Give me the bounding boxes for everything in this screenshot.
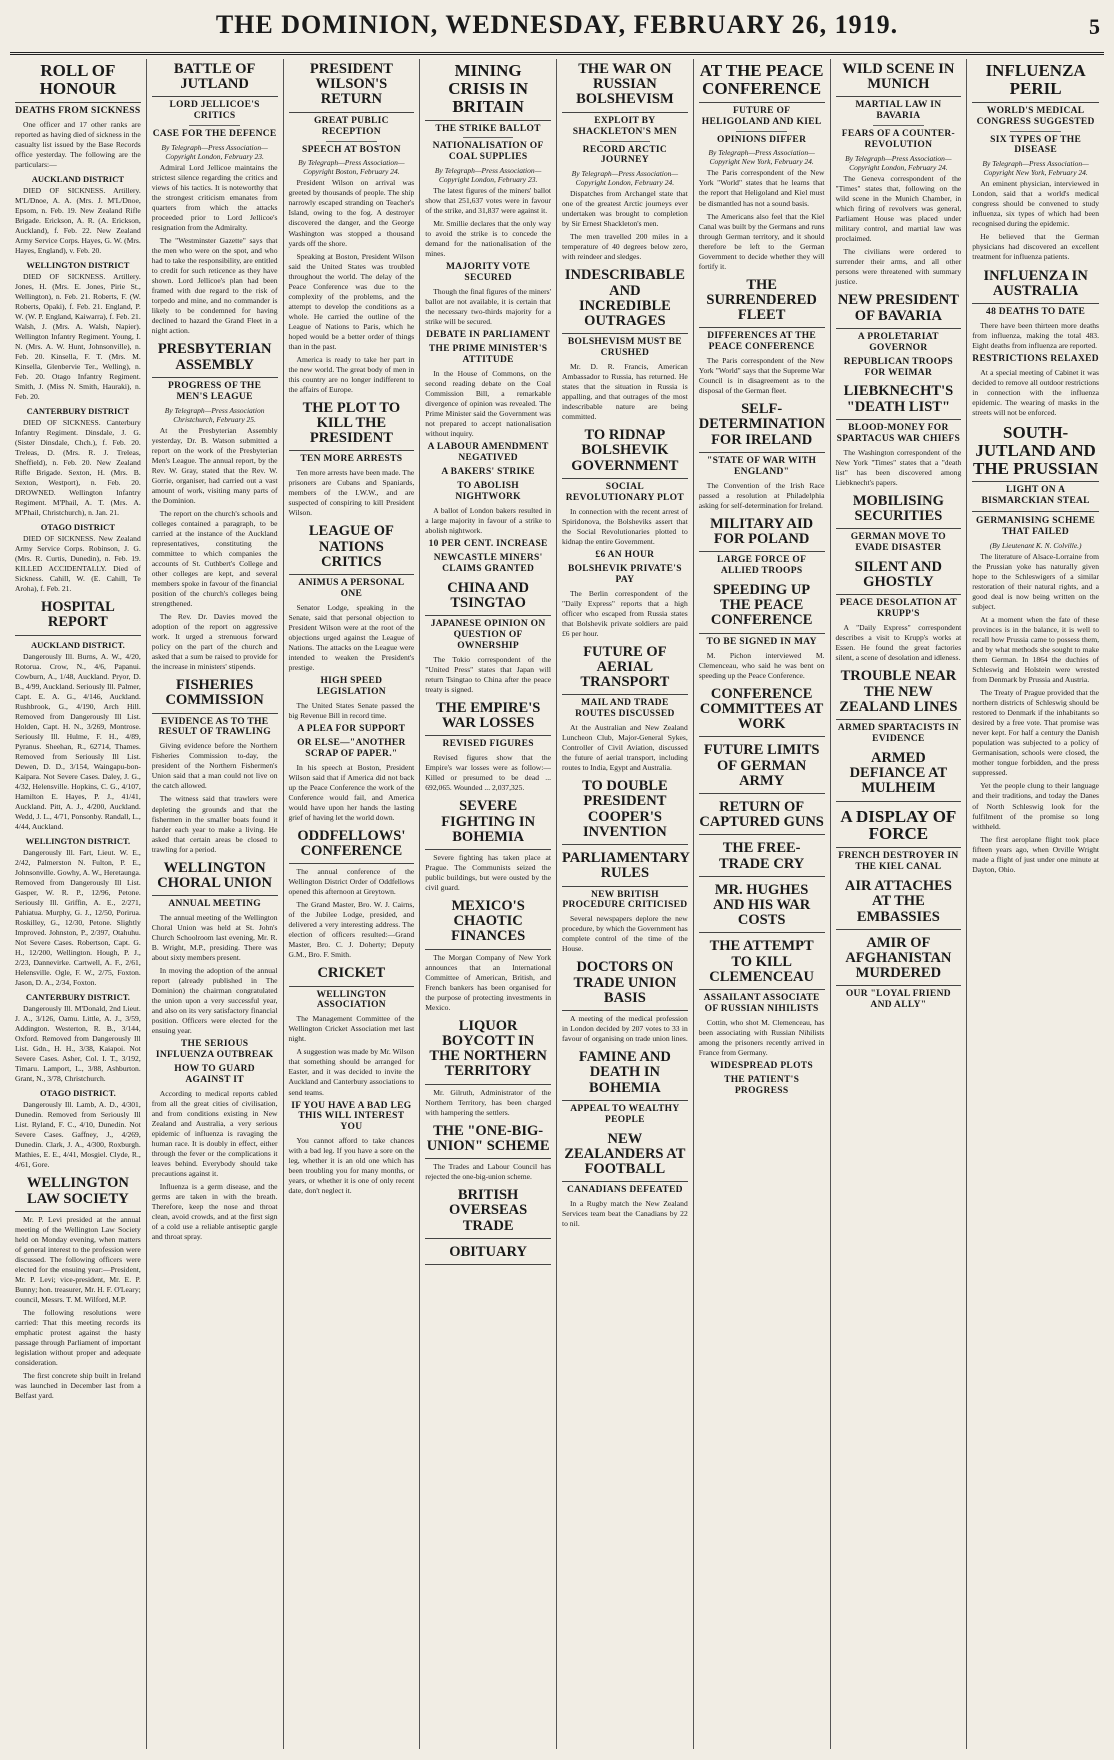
column-8 xyxy=(967,59,1104,1749)
filler-text: Senator Lodge, speaking in the Senate, said that personal objection to President Wilson were at the root of the objections urged against the League of Nations. The attacks on the League were intended to weaken the President's prestige. xyxy=(288,602,415,672)
headline-bohemia-fighting: SEVERE FIGHTING IN BOHEMIA xyxy=(425,796,551,850)
headline-mulheim: ARMED DEFIANCE AT MULHEIM xyxy=(836,748,962,802)
column-7 xyxy=(831,59,968,1749)
headline-cricket: CRICKET xyxy=(289,963,415,986)
filler-text: The United States Senate passed the big Revenue Bill in record time. xyxy=(288,700,415,720)
headline-amir-murdered: AMIR OF AFGHANISTAN MURDERED xyxy=(836,933,962,987)
section-heading: OTAGO DISTRICT. xyxy=(40,1088,116,1099)
deck: RECORD ARCTIC JOURNEY xyxy=(582,144,668,166)
headline-munich: WILD SCENE IN MUNICH xyxy=(836,59,962,97)
article-body xyxy=(15,120,141,170)
filler-text: In the House of Commons, on the second reading debate on the Coal Commission Bill, a remarkable divergence of opinion was revealed. The Prime Minister said the Government was not prepared to accept nationalisation without inquiry. xyxy=(425,369,551,439)
deck: GREAT PUBLIC RECEPTION xyxy=(313,115,389,137)
headline-captured-guns: RETURN OF CAPTURED GUNS xyxy=(699,797,825,835)
headline-aerial-transport: FUTURE OF AERIAL TRANSPORT xyxy=(562,642,688,696)
headline-war-losses: THE EMPIRE'S WAR LOSSES xyxy=(425,698,551,736)
deck: JAPANESE OPINION ON QUESTION OF OWNERSHIP xyxy=(430,619,546,651)
deck: WELLINGTON ASSOCIATION xyxy=(316,989,387,1011)
deck: BLOOD-MONEY FOR SPARTACUS WAR CHIEFS xyxy=(836,422,961,444)
headline-parliamentary-rules: PARLIAMENTARY RULES xyxy=(562,848,688,886)
filler-text: Dangerously Ill. Fart, Lieut. W. E., 2/42, Palmerston N. Fulton, P. E., Johnsonville. Gowhy, A. W., Heretaunga. Removed from Dangerously Ill List. Gasper, W. R. P., 12/96, Petone. Seriously Ill. Griffin, A. E., 2/271, Pahiatua. Murphy, G. J., 12/50, Porirua. Roskilley, G., 12/30, Petone. Slightly Improved. Johnston, P., 2/397, Otahuhu. Not Severe Cases. Robertson, Capt. G. H., 12/200, Wellington. Hough, P. J., 2/23, Dannevirke. Cartwell, A. F., 2/61, Helensville. Ogle, F. W., 2/75, Foxton. Jason, D. A., 2/34, Foxton. xyxy=(15,847,141,988)
filler-text: A suggestion was made by Mr. Wilson that something should be arranged for Easter, and it was decided to invite the Auckland and Canterbury associations to send teams. xyxy=(288,1047,415,1097)
deck: FRENCH DESTROYER IN THE KIEL CANAL xyxy=(838,851,959,873)
deck: MAIL AND TRADE ROUTES DISCUSSED xyxy=(575,698,675,720)
headline-peace-conference: AT THE PEACE CONFERENCE xyxy=(699,59,825,103)
column-5 xyxy=(557,59,694,1749)
headline-russian-bolshevism: THE WAR ON RUSSIAN BOLSHEVISM xyxy=(562,59,688,113)
deck: A PROLETARIAT GOVERNOR xyxy=(857,331,939,353)
filler-text: Mr. Smillie declares that the only way to avoid the strike is to concede the demand for the nationalisation of the mines. xyxy=(425,219,551,259)
filler-text: At a special meeting of Cabinet it was decided to remove all outdoor restrictions in connection with the influenza epidemic. The wearing of masks in the streets will not be enforced. xyxy=(972,367,1099,417)
deck: ASSAILANT ASSOCIATE OF RUSSIAN NIHILISTS xyxy=(703,993,820,1015)
headline-german-army: FUTURE LIMITS OF GERMAN ARMY xyxy=(699,740,825,794)
filler-text: A meeting of the medical profession in London decided by 207 votes to 33 in favour of organising on trade union lines. xyxy=(562,1014,688,1044)
filler-text: Mr. D. R. Francis, American Ambassador to Russia, has returned. He states that the situation in Russia is appalling, and that outrages of the most indescribable nature are being committed. xyxy=(562,362,688,422)
filler-text: The "Westminster Gazette" says that the men who were on the spot, and who had to take the responsibility, are entitled to credit for such reticence as they have shown. Lord Jellicoe's plan had been framed with due regard to the risk of torpedo and mine, and no commander is likely to be condemned for having declined to hazard the Grand Fleet in a night action. xyxy=(151,236,278,336)
headline-roll-of-honour: ROLL OF HONOUR xyxy=(15,59,141,103)
filler-text: The men travelled 200 miles in a temperature of 40 degrees below zero, with reindeer and sledges. xyxy=(562,232,688,262)
filler-text: In connection with the recent arrest of Spiridonova, the Bolsheviks assert that the Social Revolutionaries plotted to kidnap the entire Government. xyxy=(562,506,688,546)
headline-famine-bohemia: FAMINE AND DEATH IN BOHEMIA xyxy=(562,1047,688,1101)
paragraph: One officer and 17 other ranks are reported as having died of sickness in the casualty list issued by the Base Records office yesterday. The following are the particulars:— xyxy=(15,119,141,169)
filler-text: M. Pichon interviewed M. Clemenceau, who said he was bent on speeding up the Peace Conference. xyxy=(698,650,825,680)
headline-china-tsingtao: CHINA AND TSINGTAO xyxy=(425,578,551,616)
column-1 xyxy=(10,59,147,1749)
deck: WORLD'S MEDICAL CONGRESS SUGGESTED xyxy=(976,105,1095,127)
headline-committees: CONFERENCE COMMITTEES AT WORK xyxy=(699,684,825,738)
filler-text: You cannot afford to take chances with a bad leg. If you have a sore on the leg, whether it is an old one which has been troubling you for many months, or years, or whether it is one of only recent date, don't neglect it. xyxy=(288,1136,415,1196)
headline-speeding-up: SPEEDING UP THE PEACE CONFERENCE xyxy=(699,580,825,634)
headline-outrages: INDESCRIBABLE AND INCREDIBLE OUTRAGES xyxy=(562,265,688,334)
paragraph: Admiral Lord Jellicoe maintains the strictest silence regarding the critics and views of his tactics. It is noteworthy that the strongest criticism emanates from quarters from which the attacks proceeded prior to Lord Jellicoe's resignation from the Admiralty. xyxy=(151,163,278,233)
deck: BOLSHEVIK PRIVATE'S PAY xyxy=(567,563,682,585)
deck: REVISED FIGURES xyxy=(442,739,534,750)
filler-text: Dangerously Ill. M'Donald, 2nd Lieut. J. A., 3/126, Oamu. Little, A. J., 3/59, Addington. Westerton, R. B., 3/144, Oxford. Removed from Dangerously Ill List. Gdn., H. H., 3/38, Kaiapoi. Not Severe Cases. Asher, Col. I. T., 3/192, Timaru. Lamport, L., 3/88, Ashburton. Grant, N., 3/78, Christchurch. xyxy=(15,1004,141,1084)
section-heading: OTAGO DISTRICT xyxy=(40,522,115,533)
dateline: By Telegraph—Press Association—Copyright London, February 23. xyxy=(161,143,268,162)
headline-presbyterian: PRESBYTERIAN ASSEMBLY xyxy=(152,339,278,377)
paragraph: Giving evidence before the Northern Fisheries Commission to-day, the president of the Northern Fishermen's Union said that a man could not live on the catch allowed. xyxy=(151,741,278,791)
dateline: By Telegraph—Press Association—Copyright New York, February 24. xyxy=(708,148,815,167)
paragraph: At the Presbyterian Assembly yesterday, Dr. B. Watson submitted a report on the work of the Presbyterian Men's League. The annual report, by the Rev. W. Gray, stated that the Rev. W. Gorrie, organiser, had carried out a vast amount of work, visiting many parts of the Dominion. xyxy=(151,425,278,505)
filler-text: Dangerously Ill. Lamb, A. D., 4/301, Dunedin. Removed from Seriously Ill List. Ryland, F. C., 4/10, Dunedin. Not Severe Cases. Gaffney, J., 4/269, Dunedin. Clark, J. A., 4/300, Roxburgh. Mathies, E. E., 4/41, Mosgiel. Clyde, R., 4/61, Gore. xyxy=(15,1100,141,1170)
deck: DEATHS FROM SICKNESS xyxy=(15,105,141,116)
headline-liquor-boycott: LIQUOR BOYCOTT IN THE NORTHERN TERRITORY xyxy=(425,1016,551,1085)
deck: DEBATE IN PARLIAMENT xyxy=(426,330,551,341)
headline-oddfellows: ODDFELLOWS' CONFERENCE xyxy=(289,826,415,864)
dateline: (By Lieutenant K. N. Colville.) xyxy=(989,541,1082,551)
section-heading: WELLINGTON DISTRICT xyxy=(26,259,130,270)
headline-hospital-report: HOSPITAL REPORT xyxy=(15,597,141,635)
filler-text: America is ready to take her part in the new world. The great body of men in this country are no longer indifferent to the affairs of Europe. xyxy=(288,354,415,394)
filler-text: The Treaty of Prague provided that the northern districts of Schleswig should be restored to Denmark if the inhabitants so desired by a free vote. That promise was never kept. For half a century the Danish population was subjected to a policy of Germanisation, schools were closed, the mother tongue forbidden, and the press suppressed. xyxy=(972,688,1099,778)
section-heading: AUCKLAND DISTRICT xyxy=(31,173,125,184)
filler-text: The Rev. Dr. Davies moved the adoption of the report on aggressive work. It urged a strenuous forward policy on the part of the church and asked that a sum be raised to provide for the increase in ministers' stipends. xyxy=(151,612,278,672)
deck: HOW TO GUARD AGAINST IT xyxy=(174,1063,255,1085)
deck: THE PRIME MINISTER'S ATTITUDE xyxy=(428,344,548,366)
page-number: 5 xyxy=(1089,14,1100,39)
headline-display-of-force: A DISPLAY OF FORCE xyxy=(836,805,962,849)
paragraph: Mr. P. Levi presided at the annual meeting of the Wellington Law Society held on Monday evening, when matters of general interest to the profession were discussed. The following officers were elected for the ensuing year:—President, Mr. P. Levi; vice-president, Mr. E. P. Bunny; hon. treasurer, Mr. H. F. O'Leary; council, Messrs. T. M. Wilford, M.P. xyxy=(15,1214,141,1304)
deck: NEWCASTLE MINERS' CLAIMS GRANTED xyxy=(433,552,543,574)
section-heading: CANTERBURY DISTRICT. xyxy=(25,992,130,1003)
headline-doctors-union: DOCTORS ON TRADE UNION BASIS xyxy=(562,957,688,1011)
filler-text: The Morgan Company of New York announces that an International Committee of American, British, and French bankers has been organised for the purpose of protecting investments in Mexico. xyxy=(425,952,551,1012)
deck: TO BE SIGNED IN MAY xyxy=(706,636,817,647)
article-body xyxy=(15,1215,141,1401)
headline-league-critics: LEAGUE OF NATIONS CRITICS xyxy=(289,521,415,575)
deck: A PLEA FOR SUPPORT xyxy=(297,723,406,734)
filler-text: The Grand Master, Bro. W. J. Cairns, of the Jubilee Lodge, presided, and delivered a very interesting address. The election of officers resulted:—Grand Master, Bro. C. J. Doherty; Deputy G.M., Bro. F. Smith. xyxy=(288,900,415,960)
section-heading: WELLINGTON DISTRICT. xyxy=(25,835,131,846)
deck: FEARS OF A COUNTER-REVOLUTION xyxy=(841,129,956,151)
filler-text: The Convention of the Irish Race passed a resolution at Philadelphia asking for self-determination for Ireland. xyxy=(698,480,825,510)
paragraph: Dispatches from Archangel state that one of the greatest Arctic journeys ever undertaken was brought to completion by Sir Ernest Shackleton's men. xyxy=(562,189,688,229)
deck: BOLSHEVISM MUST BE CRUSHED xyxy=(567,337,682,359)
deck: OPINIONS DIFFER xyxy=(717,134,807,145)
dateline: By Telegraph—Press Association Christchurch, February 25. xyxy=(164,405,265,424)
paragraph: Ten more arrests have been made. The prisoners are Cubans and Spaniards, members of the I.W.W., and are suspected of conspiring to kill President Wilson. xyxy=(288,468,415,518)
deck: EXPLOIT BY SHACKLETON'S MEN xyxy=(572,115,677,137)
filler-text: The Trades and Labour Council has rejected the one-big-union scheme. xyxy=(425,1162,551,1182)
deck: 48 DEATHS TO DATE xyxy=(986,306,1086,317)
deck: THE STRIKE BALLOT xyxy=(435,123,541,134)
deck: £6 AN HOUR xyxy=(595,549,655,560)
filler-text: The witness said that trawlers were depleting the grounds and that the fishermen in the smaller boats found it harder each year to make a living. He asked that certain areas be closed to trawling for a period. xyxy=(151,794,278,854)
filler-text: DIED OF SICKNESS. Canterbury Infantry Regiment. Dinsdale, J. G. (Sister Dinsdale, Chch.), f. Feb. 20. Treleas, D. (Mrs. R. J. Treleas, Sheffield), n. Feb. 20. New Zealand Rifle Brigade. Sexton, H. (Mrs. B. Sexton, Westport), n. Feb. 20. DROWNED. Wellington Infantry Regiment. M'Phail, A. T. (Mrs. A. M'Phail, Christchurch), n. Jan. 21. xyxy=(15,418,141,518)
deck: THE SERIOUS INFLUENZA OUTBREAK xyxy=(155,1039,274,1061)
headline-securities: MOBILISING SECURITIES xyxy=(836,491,962,529)
deck: GERMAN MOVE TO EVADE DISASTER xyxy=(850,532,946,554)
filler-text: A "Daily Express" correspondent describes a visit to Krupp's works at Essen. He found the great factories silent, a scene of desolation and idleness. xyxy=(835,623,962,663)
filler-text: In moving the adoption of the annual report (already published in The Dominion) the chairman congratulated the union upon a very successful year, and also on its very satisfactory financial position. Officers were elected for the ensuing year. xyxy=(151,966,278,1036)
filler-text: DIED OF SICKNESS. Artillery. M'L/Dnoe, A. A. (Mrs. J. M'L/Dnoe, Epsom, n. Feb. 19. New Zealand Rifle Brigade. Erickson, A. R. (A. Erickson, Auckland), f. Feb. 22. New Zealand Army Service Corps. Hayes, G. W. (Mrs. Hayes, England), v. Feb. 20. xyxy=(15,185,141,255)
deck: APPEAL TO WEALTHY PEOPLE xyxy=(570,1103,680,1125)
dateline: By Telegraph—Press Association—Copyright London, February 24. xyxy=(571,169,679,188)
deck: "STATE OF WAR WITH ENGLAND" xyxy=(707,455,817,477)
filler-text: Speaking at Boston, President Wilson said the United States was troubled throughout the world. The delay of the Peace Conference was due to the complexity of the problems, and the attempt to develop the conditions as a whole. He carried the outline of the League of Nations to Paris, which he hoped would be a better order of things than in the past. xyxy=(288,251,415,351)
column-6 xyxy=(694,59,831,1749)
paragraph: The Management Committee of the Wellington Cricket Association met last night. xyxy=(288,1014,415,1044)
filler-text: Revised figures show that the Empire's war losses were as follow:— Killed or presumed to be dead ... 692,065. Wounded ... 2,037,325. xyxy=(425,753,551,793)
filler-text: Mr. Gilruth, Administrator of the Northern Territory, has been charged with hampering the settlers. xyxy=(425,1087,551,1117)
filler-text: In a Rugby match the New Zealand Services team beat the Canadians by 22 to nil. xyxy=(562,1199,688,1229)
headline-poland-aid: MILITARY AID FOR POLAND xyxy=(699,514,825,552)
paragraph: The latest figures of the miners' ballot show that 251,637 votes were in favour of the strike, and 31,837 were against it. xyxy=(425,186,551,216)
filler-text: At a moment when the fate of these provinces is in the balance, it is well to recall how Prussia came to possess them, and by what methods she sought to make them German. In 1864 the duchies of Schleswig and Holstein were wrested from Denmark by Prussia and Austria. xyxy=(972,615,1099,685)
headline-cooper-invention: TO DOUBLE PRESIDENT COOPER'S INVENTION xyxy=(562,776,688,845)
deck: HIGH SPEED LEGISLATION xyxy=(316,676,386,697)
headline-free-trade: THE FREE-TRADE CRY xyxy=(699,838,825,876)
headline-influenza-australia: INFLUENZA IN AUSTRALIA xyxy=(972,266,1099,304)
headline-one-big-union: THE "ONE-BIG-UNION" SCHEME xyxy=(425,1121,551,1159)
headline-wilson-return: PRESIDENT WILSON'S RETURN xyxy=(289,59,415,113)
headline-obituary: OBITUARY xyxy=(425,1242,551,1265)
headline-mexico: MEXICO'S CHAOTIC FINANCES xyxy=(425,896,551,950)
filler-text: Several newspapers deplore the new procedure, by which the Government has complete control of the time of the House. xyxy=(562,914,688,954)
dateline: By Telegraph—Press Association—Copyright London, February 23. xyxy=(434,166,542,185)
filler-text: The Paris correspondent of the New York "World" says that the Supreme War Council is in disagreement as to the disposal of the German fleet. xyxy=(698,356,825,396)
filler-text: There have been thirteen more deaths from influenza, making the total 483. Eight deaths from influenza are reported. xyxy=(972,320,1099,350)
deck: IF YOU HAVE A BAD LEG THIS WILL INTEREST YOU xyxy=(291,1100,412,1133)
deck: TO ABOLISH NIGHTWORK xyxy=(455,480,521,502)
paragraph: The annual meeting of the Wellington Choral Union was held at St. John's Church Schoolroom last evening, Mr. R. B. Wright, M.P., presiding. There was about sixty members present. xyxy=(151,912,278,962)
headline-air-attaches: AIR ATTACHES AT THE EMBASSIES xyxy=(836,876,962,930)
filler-text: Severe fighting has taken place at Prague. The Communists seized the public buildings, but were ousted by the civil guard. xyxy=(425,852,551,892)
filler-text: The civilians were ordered to surrender their arms, and all other persons were threatened with summary justice. xyxy=(835,247,962,287)
filler-text: According to medical reports cabled from all the great cities of civilisation, and from conditions existing in New Zealand and Australia, a very serious epidemic of influenza is ravaging the human race. It is doubly in effect, either through the fever or the complications it leaves behind. Everybody should take precautions against it. xyxy=(151,1088,278,1178)
headline-south-jutland: SOUTH-JUTLAND AND THE PRUSSIAN xyxy=(972,421,1099,483)
filler-text: Influenza is a germ disease, and the germs are taken in with the breath. Therefore, keep the nose and throat clean, avoid crowds, and at the first sign of a cold use a reliable antiseptic gargle and throat spray. xyxy=(151,1181,278,1242)
filler-text: A ballot of London bakers resulted in a large majority in favour of a strike to abolish nightwork. xyxy=(425,505,551,535)
filler-text: The Berlin correspondent of the "Daily Express" reports that a high officer who escaped from Russia states that Bolshevik private soldiers are paid £6 per hour. xyxy=(562,588,688,638)
section-heading: CANTERBURY DISTRICT xyxy=(26,406,130,416)
filler-text: DIED OF SICKNESS. New Zealand Army Service Corps. Robinson, J. G. (Mrs. R. Curtis, Dunedin), n. Feb. 19. KILLED ACCIDENTALLY. Died of Sickness. Cahill, W. (E. Cahill, Te Aroha), f. Feb. 21. xyxy=(15,534,141,594)
deck: MARTIAL LAW IN BAVARIA xyxy=(855,100,942,122)
column-2 xyxy=(147,59,284,1749)
filler-text: Yet the people clung to their language and their traditions, and today the Danes of North Schleswig look for the fulfilment of the promise so long withheld. xyxy=(972,781,1099,831)
dateline: By Telegraph—Press Association—Copyright London, February 24. xyxy=(845,154,952,173)
deck: LIGHT ON A BISMARCKIAN STEAL xyxy=(981,485,1090,507)
filler-text: The Americans also feel that the Kiel Canal was built by the Germans and runs through German territory, and it should therefore be left to the German Government to decide whether they will fortify it. xyxy=(698,211,825,271)
headline-overseas-trade: BRITISH OVERSEAS TRADE xyxy=(425,1185,551,1239)
deck: OUR "LOYAL FRIEND AND ALLY" xyxy=(845,989,951,1011)
masthead xyxy=(10,0,1104,55)
deck: A LABOUR AMENDMENT NEGATIVED xyxy=(427,442,549,464)
deck: NATIONALISATION OF COAL SUPPLIES xyxy=(432,141,544,163)
deck: A BAKERS' STRIKE xyxy=(441,467,535,478)
deck: OR ELSE—"ANOTHER SCRAP OF PAPER." xyxy=(297,737,406,759)
headline-surrendered-fleet: THE SURRENDERED FLEET xyxy=(699,275,825,329)
headline-influenza-peril: INFLUENZA PERIL xyxy=(972,59,1099,103)
newspaper-title: THE DOMINION, WEDNESDAY, FEBRUARY 26, 1919. xyxy=(215,10,899,39)
paragraph: The Geneva correspondent of the "Times" states that, following on the wild scene in the Munich Chamber, in which firing of revolvers was general, Parliament House was placed under military control, and martial law was proclaimed. xyxy=(835,174,962,244)
filler-text: DIED OF SICKNESS. Artillery. Jones, H. (Mrs. E. Jones, Pirie St., Wellington), n. Feb. 21. Roberts, F. (W. Roberts, Opaki), f. Feb. 21. England, P. W. (W. P. England, Kaiwarra), f. Feb. 21. Walsh, J. (Mrs. A. Walsh, Napier). Wellington Infantry Regiment. Young, I. N. (Mrs. A. W. Hunt, Johnsonville), n. Feb. 20. Kinsella, F. T. (Mrs. M. Kinsella, Glenbervie Ter., Welling), n. Feb. 20. Otago Infantry Regiment. Smith, J. (Miss N. Smith, Hauraki), n. Feb. 20. xyxy=(15,271,141,401)
deck: TEN MORE ARRESTS xyxy=(300,454,403,465)
deck: REPUBLICAN TROOPS FOR WEIMAR xyxy=(843,356,953,378)
deck: PEACE DESOLATION AT KRUPP'S xyxy=(839,598,957,620)
paragraph: President Wilson on arrival was greeted by thousands of people. The ship narrowly escaped stranding on Teacher's Island, owing to the fog. A destroyer discovered the danger, and the George Washington was stopped a thousand yards off the shore. xyxy=(288,178,415,248)
deck: MAJORITY VOTE SECURED xyxy=(446,262,531,284)
headline-self-determination: SELF-DETERMINATION FOR IRELAND xyxy=(699,399,825,453)
columns xyxy=(10,59,1104,1749)
deck: CANADIANS DEFEATED xyxy=(566,1185,683,1196)
headline-hughes-war-costs: MR. HUGHES AND HIS WAR COSTS xyxy=(699,880,825,934)
deck: CASE FOR THE DEFENCE xyxy=(152,129,277,140)
deck: THE PATIENT'S PROGRESS xyxy=(724,1074,800,1096)
headline-bolshevik-plot: TO RIDNAP BOLSHEVIK GOVERNMENT xyxy=(562,425,688,479)
headline-jutland: BATTLE OF JUTLAND xyxy=(152,59,278,97)
deck: EVIDENCE AS TO THE RESULT OF TRAWLING xyxy=(158,716,271,738)
deck: LARGE FORCE OF ALLIED TROOPS xyxy=(717,555,807,577)
dateline: By Telegraph—Press Association—Copyright Boston, February 24. xyxy=(298,158,405,177)
filler-text: Dangerously Ill. Burns, A. W., 4/20, Rotorua. Crow, N., 4/6, Papanui. Cowburn, A., 1/48, Auckland. Pryor, D. B., 4/99, Auckland. Seriously Ill. Palmer, Capt. E. A. G., 4/146, Auckland. Rushbrook, G., 4/190, Arch Hill. Removed from Dangerously Ill List. Holden, Capt. H. N., 3/269, Montrose. Seriously Ill. Hulme, F. H., 4/89, Pyranus. Sheehan, R., 62714, Thames. Removed from Seriously Ill List. Dewen, D. D., 3/154, Waingapu-bon-Kaipara. Not Severe Cases. Daley, J. G., 4/32, Helensville. Hopkins, C. G., 4/107, Hamilton E. Hayes, P. J., 41/41, Auckland. Pitt, A. J., 4/200, Auckland. Wedd, J. L., 4/71, Ponsonby. Randall, L., 4/44, Auckland. xyxy=(15,651,141,831)
deck: WIDESPREAD PLOTS xyxy=(710,1061,813,1072)
filler-text: The following resolutions were carried: That this meeting records its emphatic protest against the hasty passage through Parliament of important legislation without proper and adequate consideration. xyxy=(15,1308,141,1368)
deck: SPEECH AT BOSTON xyxy=(301,144,401,155)
deck: RESTRICTIONS RELAXED xyxy=(972,353,1099,364)
filler-text: At the Australian and New Zealand Luncheon Club, Major-General Sykes, Controller of Civil Aviation, discussed the future of aerial transport, including routes to India, Egypt and Australia. xyxy=(562,723,688,773)
filler-text: In his speech at Boston, President Wilson said that if America did not back up the Peace Conference the work of the Conference would fail, and America would have upon her hands the lasting grief of having let the world down. xyxy=(288,762,415,822)
headline-choral-union: WELLINGTON CHORAL UNION xyxy=(152,858,278,896)
deck: GERMANISING SCHEME THAT FAILED xyxy=(976,516,1096,538)
paragraph: The Paris correspondent of the New York "World" states that he learns that the report that Heligoland and Kiel must be dismantled has not a sound basis. xyxy=(698,168,825,208)
paragraph: The literature of Alsace-Lorraine from the Prussian yoke has naturally given hope to the Schleswigers of a similar restoration of their natural rights, and a good deal is now being written on the subject. xyxy=(972,552,1099,612)
paragraph: An eminent physician, interviewed in London, said that a world's medical congress should be convened to study influenza, six types of which had been recognised during the epidemic. xyxy=(972,179,1099,229)
deck: ANNUAL MEETING xyxy=(168,899,261,910)
column-3 xyxy=(284,59,421,1749)
section-heading: AUCKLAND DISTRICT. xyxy=(30,639,125,650)
headline-clemenceau-attempt: THE ATTEMPT TO KILL CLEMENCEAU xyxy=(699,936,825,990)
filler-text: The Washington correspondent of the New York "Times" states that a "death list" has been discovered among Liebknecht's papers. xyxy=(835,447,962,487)
dateline: By Telegraph—Press Association—Copyright New York, February 24. xyxy=(982,159,1089,178)
paragraph: The first aeroplane flight took place fifteen years ago, when Orville Wright made a flight of just under one minute at Dayton, Ohio. xyxy=(972,834,1099,874)
deck: ARMED SPARTACISTS IN EVIDENCE xyxy=(837,723,959,744)
column-4 xyxy=(420,59,557,1749)
headline-bavaria-president: NEW PRESIDENT OF BAVARIA xyxy=(836,290,962,328)
deck: NEW BRITISH PROCEDURE CRITICISED xyxy=(562,889,688,911)
filler-text: The report on the church's schools and colleges contained a paragraph, to be carried at the instance of the Auckland representatives, constituting the committee to which companies the accounts of St. Cuthbert's College and other colleges are kept, and several members spoke in favour of the financial position of the church's colleges being strengthened. xyxy=(151,508,278,609)
filler-text: Though the final figures of the miners' ballot are not available, it is certain that the necessary two-thirds majority for a strike will be secured. xyxy=(425,287,551,327)
headline-death-list: LIEBKNECHT'S "DEATH LIST" xyxy=(836,381,962,419)
deck: SIX TYPES OF THE DISEASE xyxy=(990,134,1082,156)
filler-text: The Tokio correspondent of the "United Press" states that Japan will return Tsingtao to China after the peace treaty is signed. xyxy=(425,654,551,694)
paragraph: The first concrete ship built in Ireland was launched in December last from a Belfast yard. xyxy=(15,1371,141,1401)
deck: ANIMUS A PERSONAL ONE xyxy=(298,578,405,599)
paragraph: The annual conference of the Wellington District Order of Oddfellows opened this afternoon at Greytown. xyxy=(288,867,415,897)
headline-plot-president: THE PLOT TO KILL THE PRESIDENT xyxy=(289,398,415,452)
deck: PROGRESS OF THE MEN'S LEAGUE xyxy=(168,380,262,402)
deck: LORD JELLICOE'S CRITICS xyxy=(169,100,260,122)
headline-mining-crisis: MINING CRISIS IN BRITAIN xyxy=(425,59,551,121)
headline-silent-ghostly: SILENT AND GHOSTLY xyxy=(836,557,962,595)
filler-text: He believed that the German physicians had discovered an excellent treatment for influenza patients. xyxy=(972,232,1099,262)
headline-nz-football: NEW ZEALANDERS AT FOOTBALL xyxy=(562,1129,688,1183)
headline-nz-lines: TROUBLE NEAR THE NEW ZEALAND LINES xyxy=(836,666,962,720)
headline-law-society: WELLINGTON LAW SOCIETY xyxy=(15,1173,141,1211)
deck: SOCIAL REVOLUTIONARY PLOT xyxy=(565,481,685,503)
deck: DIFFERENCES AT THE PEACE CONFERENCE xyxy=(707,331,817,353)
headline-fisheries: FISHERIES COMMISSION xyxy=(152,675,278,713)
filler-text: Cottin, who shot M. Clemenceau, has been associating with Russian Nihilists among the prisoners recently arrived in France from Germany. xyxy=(698,1017,825,1058)
deck: FUTURE OF HELIGOLAND AND KIEL xyxy=(701,105,822,127)
deck: 10 PER CENT. INCREASE xyxy=(428,538,548,549)
